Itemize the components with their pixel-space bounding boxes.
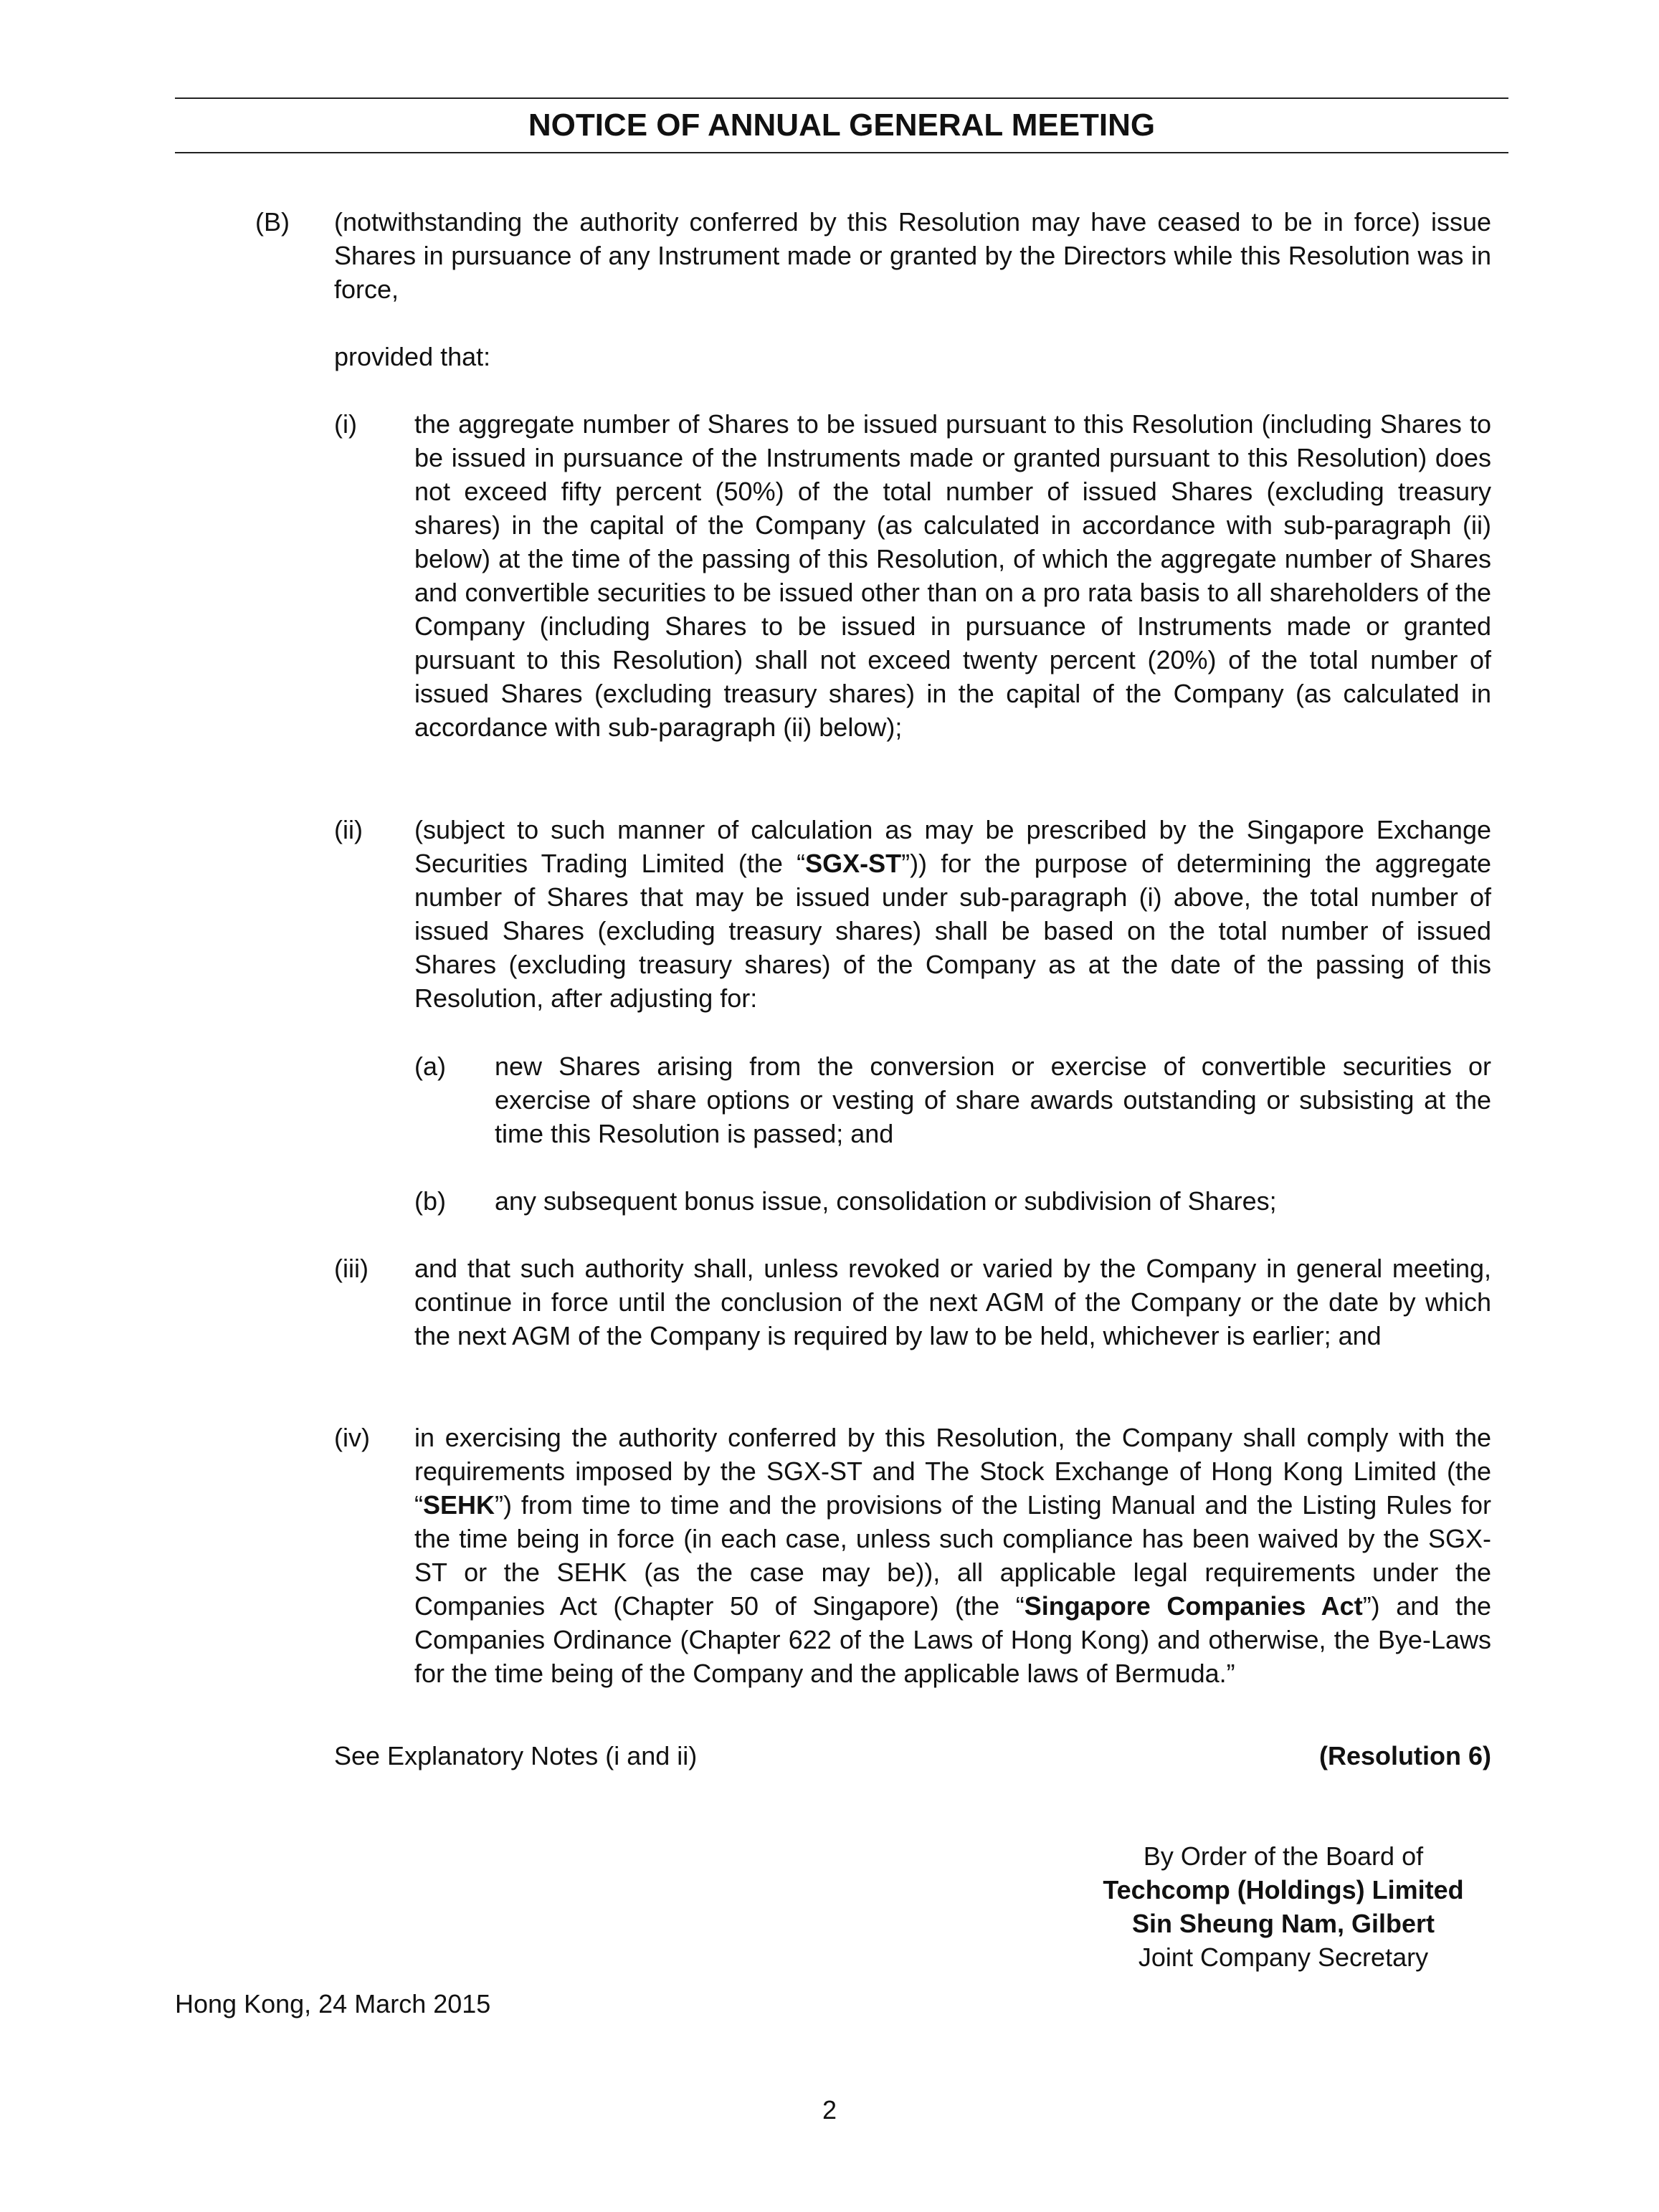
date-line: Hong Kong, 24 March 2015 [175,1989,491,2018]
signature-block [1004,1839,1563,1974]
provided-that: provided that: [334,342,491,371]
resolution-label: (Resolution 6) [1319,1741,1491,1770]
item-iii-label: (iii) [334,1254,369,1283]
sehk-term: SEHK [423,1490,495,1520]
item-iv-text-3: ”) and the Companies Ordinance (Chapter 622 of the Laws of Hong Kong) and otherwise, the Bye-Laws for the time being of the Company and the applicable laws of Bermuda.” [414,1591,1492,1688]
sgx-st-term: SGX-ST [805,849,902,878]
item-b-text: any subsequent bonus issue, consolidation or subdivision of Shares; [495,1186,1277,1216]
singapore-companies-act-term: Singapore Companies Act [1024,1591,1363,1621]
item-b-label: (b) [414,1186,446,1216]
signature-title: Joint Company Secretary [1138,1942,1429,1972]
item-iv-label: (iv) [334,1423,370,1452]
item-iii-text: and that such authority shall, unless revoked or varied by the Company in general meeting, continue in force until the conclusion of the next AGM of the Company or the date by which the next AGM of the Company is required by law to be held, whichever is earlier; and [414,1254,1491,1350]
page-number: 2 [822,2095,837,2125]
see-explanatory-notes: See Explanatory Notes (i and ii) [334,1741,698,1770]
signature-company: Techcomp (Holdings) Limited [1103,1875,1464,1904]
item-i-text: the aggregate number of Shares to be issued pursuant to this Resolution (including Shares to be issued in pursuance of the Instruments made or granted pursuant to this Resolution) does not exceed fifty percent (50%) of the total number of issued Shares (excluding treasury shares) in the capital of the Company (as calculated in accordance with sub-paragraph (ii) below) at the time of the passing of this Resolution, of which the aggregate number of Shares and convertible securities to be issued other than on a pro rata basis to all shareholders of the Company (including Shares to be issued in pursuance of Instruments made or granted pursuant to this Resolution) shall not exceed twenty percent (20%) of the total number of issued Shares (excluding treasury shares) in the capital of the Company (as calculated in accordance with sub-paragraph (ii) below); [414,409,1491,742]
item-iv-text [414,1421,1491,1690]
clause-b-text: (notwithstanding the authority conferred by this Resolution may have ceased to be in force) issue Shares in pursuance of any Instrument made or granted by the Directors while this Resolution was in force, [334,207,1491,304]
item-ii-label: (ii) [334,815,363,844]
item-ii-text-before: (subject to such manner of calculation as may be prescribed by the Singapore Exchange Securities Trading Limited (the “ [414,815,1491,878]
item-a-label: (a) [414,1052,446,1081]
item-a-text: new Shares arising from the conversion or exercise of convertible securities or exercise of share options or vesting of share awards outstanding or subsisting at the time this Resolution is passed; and [495,1052,1491,1148]
item-iv-text-2: ”) from time to time and the provisions of the Listing Manual and the Listing Rules for the time being in force (in each case, unless such compliance has been waived by the SGX-ST or the SEHK (as the case may be)), all applicable legal requirements under the Companies Act (Chapter 50 of Singapore) (the “ [414,1490,1491,1621]
item-i-label: (i) [334,409,357,439]
signature-line1: By Order of the Board of [1143,1841,1424,1871]
item-iv-text-1: in exercising the authority conferred by this Resolution, the Company shall comply with the requirements imposed by the SGX-ST and The Stock Exchange of Hong Kong Limited (the “ [414,1423,1491,1520]
clause-b-label: (B) [255,207,290,237]
item-ii-text [414,813,1491,1015]
signature-name: Sin Sheung Nam, Gilbert [1131,1909,1435,1938]
item-ii-text-after: ”)) for the purpose of determining the aggregate number of Shares that may be issued under sub-paragraph (i) above, the total number of issued Shares (excluding treasury shares) shall be based on the total number of issued Shares (excluding treasury shares) of the Company as at the date of the passing of this Resolution, after adjusting for: [414,849,1491,1013]
header-bottom-rule [175,152,1508,153]
header-top-rule [175,97,1508,99]
page-title: NOTICE OF ANNUAL GENERAL MEETING [528,108,1156,143]
